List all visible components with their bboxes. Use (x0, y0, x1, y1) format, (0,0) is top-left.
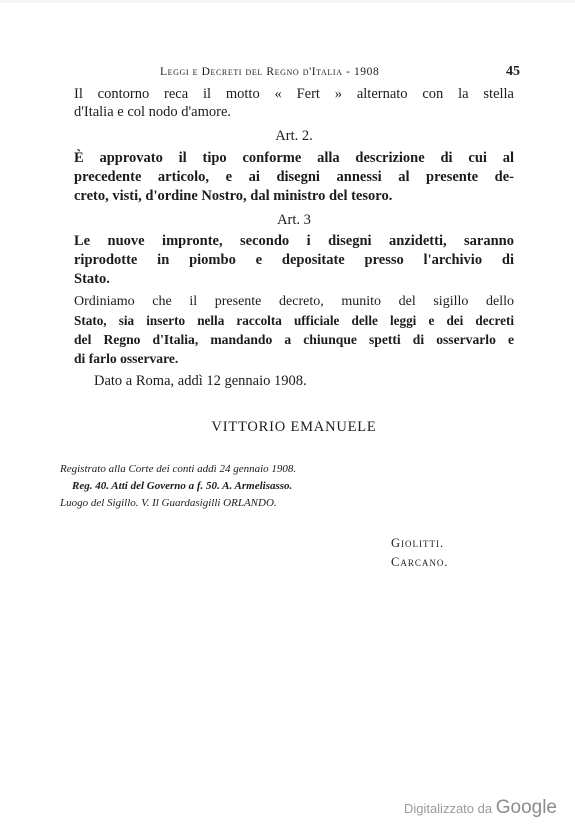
top-edge-strip (0, 0, 575, 3)
paragraph-3-line-3: Stato. (74, 271, 110, 287)
article-2-heading: Art. 2. (275, 128, 313, 144)
paragraph-3-line-1: Le nuove impronte, secondo i disegni anzidetti, saranno (74, 233, 514, 249)
article-3-heading: Art. 3 (277, 212, 311, 228)
paragraph-2-line-1: È approvato il tipo conforme alla descrizione di cui al (74, 150, 514, 166)
watermark-brand: Google (495, 797, 557, 818)
countersign-giolitti: Giolitti. (391, 536, 445, 550)
dated-line: Dato a Roma, addì 12 gennaio 1908. (94, 373, 307, 389)
paragraph-1-line-2: d'Italia e col nodo d'amore. (74, 104, 232, 120)
digitization-watermark (404, 797, 557, 819)
page-number: 45 (506, 64, 520, 79)
running-title: Leggi e Decreti del Regno d'Italia - 1908 (160, 66, 380, 78)
paragraph-3-line-2: riprodotte in piombo e depositate presso l'archivio di (74, 252, 514, 268)
paragraph-4-line-3: del Regno d'Italia, mandando a chiunque spetti di osservarlo e (74, 332, 514, 347)
registration-line-2: Reg. 40. Atti del Governo a f. 50. A. Armelisasso. (72, 480, 293, 492)
watermark-prefix: Digitalizzato da (403, 801, 493, 816)
paragraph-1-line-1: Il contorno reca il motto « Fert » alternato con la stella (74, 86, 514, 102)
registration-line-1: Registrato alla Corte dei conti addì 24 gennaio 1908. (60, 463, 297, 475)
paragraph-2-line-2: precedente articolo, e ai disegni annessi al presente de- (74, 169, 514, 185)
paragraph-4-line-1: Ordiniamo che il presente decreto, munito del sigillo dello (74, 294, 514, 309)
paragraph-4-line-4: di farlo osservare. (74, 351, 179, 366)
countersign-carcano: Carcano. (391, 555, 449, 569)
paragraph-4-line-2: Stato, sia inserto nella raccolta ufficiale delle leggi e dei decreti (74, 313, 514, 328)
royal-signature: VITTORIO EMANUELE (211, 419, 377, 435)
registration-line-3: Luogo del Sigillo. V. Il Guardasigilli ORLANDO. (60, 497, 277, 509)
paragraph-2-line-3: creto, visti, d'ordine Nostro, dal ministro del tesoro. (74, 188, 393, 204)
